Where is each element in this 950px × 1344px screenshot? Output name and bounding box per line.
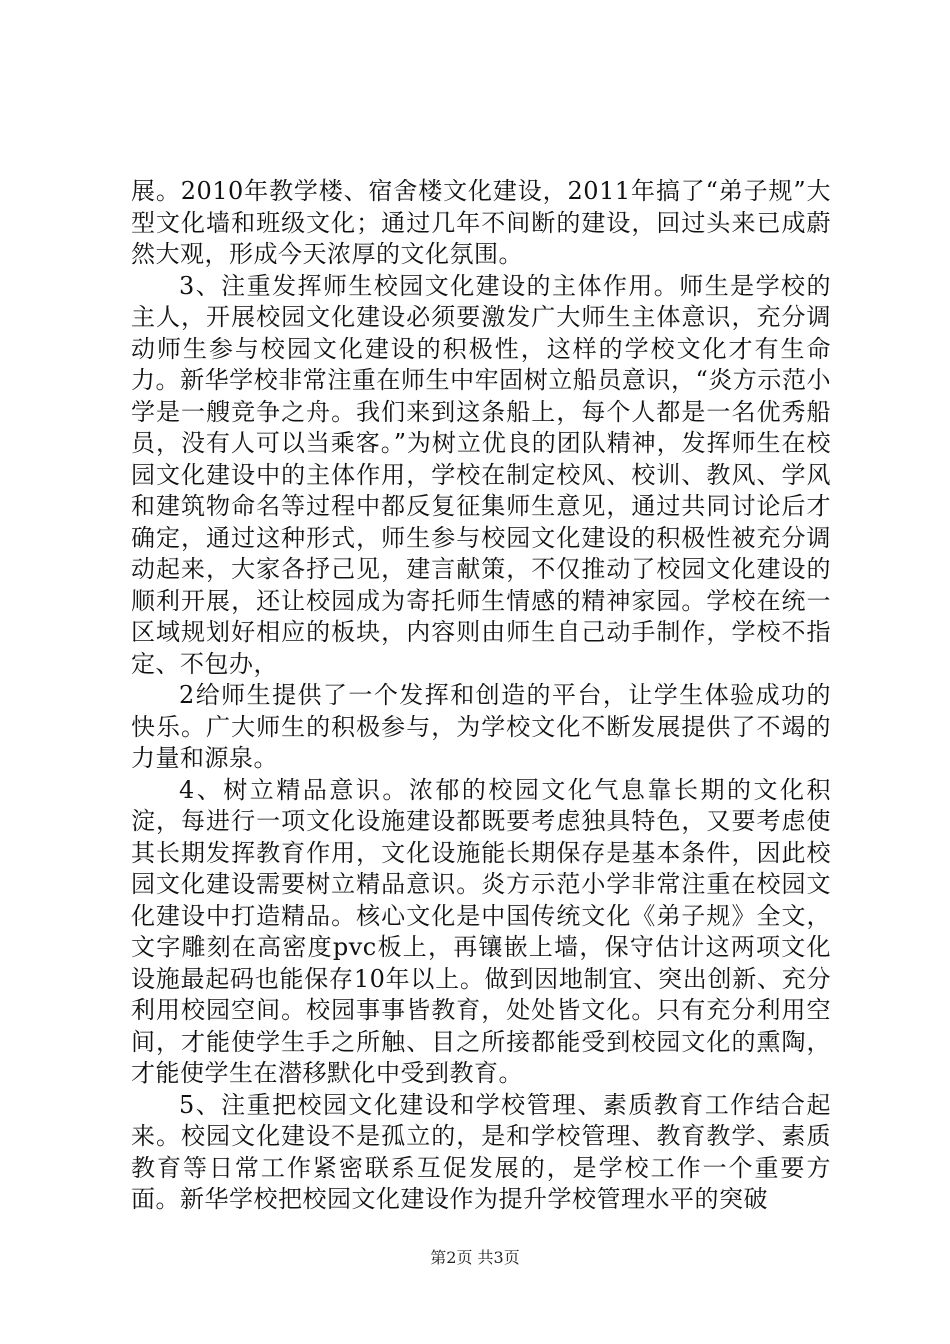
document-body <box>131 176 831 1216</box>
paragraph-point-3: 3、注重发挥师生校园文化建设的主体作用。师生是学校的主人，开展校园文化建设必须要激发广大师生主体意识，充分调动师生参与校园文化建设的积极性，这样的学校文化才有生命力。新华学校非常注重在师生中牢固树立船员意识，“炎方示范小学是一艘竞争之舟。我们来到这条船上，每个人都是一名优秀船员，没有人可以当乘客。”为树立优良的团队精神，发挥师生在校园文化建设中的主体作用，学校在制定校风、校训、教风、学风和建筑物命名等过程中都反复征集师生意见，通过共同讨论后才确定，通过这种形式，师生参与校园文化建设的积极性被充分调动起来，大家各抒己见，建言献策，不仅推动了校园文化建设的顺利开展，还让校园成为寄托师生情感的精神家园。学校在统一区域规划好相应的板块，内容则由师生自己动手制作，学校不指定、不包办， <box>131 271 831 678</box>
page-footer: 第2页 共3页 <box>430 1248 520 1267</box>
paragraph-continuation: 展。2010年教学楼、宿舍楼文化建设，2011年搞了“弟子规”大型文化墙和班级文化；通过几年不间断的建设，回过头来已成蔚然大观，形成今天浓厚的文化氛围。 <box>131 177 831 268</box>
paragraph-point-3-continued: 2给师生提供了一个发挥和创造的平台，让学生体验成功的快乐。广大师生的积极参与，为学校文化不断发展提供了不竭的力量和源泉。 <box>131 681 831 772</box>
paragraph-point-5: 5、注重把校园文化建设和学校管理、素质教育工作结合起来。校园文化建设不是孤立的，是和学校管理、教育教学、素质教育等日常工作紧密联系互促发展的，是学校工作一个重要方面。新华学校把校园文化建设作为提升学校管理水平的突破 <box>131 1090 831 1213</box>
paragraph-point-4: 4、树立精品意识。浓郁的校园文化气息靠长期的文化积淀，每进行一项文化设施建设都既要考虑独具特色，又要考虑使其长期发挥教育作用，文化设施能长期保存是基本条件，因此校园文化建设需要树立精品意识。炎方示范小学非常注重在校园文化建设中打造精品。核心文化是中国传统文化《弟子规》全文，文字雕刻在高密度pvc板上，再镶嵌上墙，保守估计这两项文化设施最起码也能保存10年以上。做到因地制宜、突出创新、充分利用校园空间。校园事事皆教育，处处皆文化。只有充分利用空间，才能使学生手之所触、目之所接都能受到校园文化的熏陶，才能使学生在潜移默化中受到教育。 <box>131 775 831 1087</box>
